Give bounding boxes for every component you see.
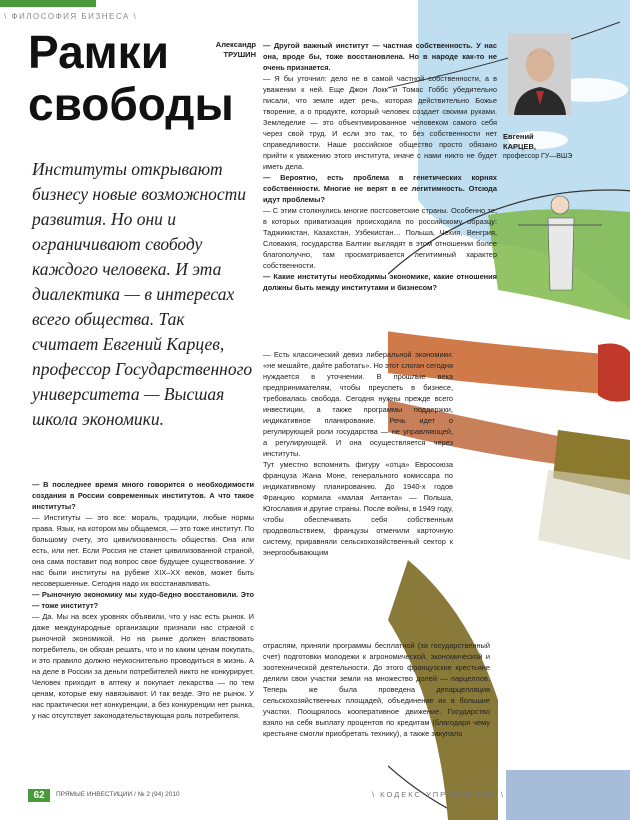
question-paragraph: — Какие институты необходимы экономике, какие отношения должны быть между институтами и бизнесом? (263, 272, 497, 292)
sleeve-red (598, 344, 630, 402)
caption-first-name: Евгений (503, 132, 534, 141)
question-paragraph: — Вероятно, есть проблема в генетических корнях собственности. Многие не верят в ее легитимность. Отсюда идут проблемы? (263, 173, 497, 204)
top-accent-bar (0, 0, 96, 7)
blue-band (506, 770, 630, 820)
section-rubric: \ ФИЛОСОФИЯ БИЗНЕСА \ (4, 12, 138, 21)
page-number: 62 (28, 789, 50, 802)
author-last-name: ТРУШИН (223, 50, 256, 59)
magazine-issue: ПРЯМЫЕ ИНВЕСТИЦИИ / № 2 (94) 2010 (56, 791, 180, 798)
answer-paragraph: — Есть классический девиз либеральной экономики: «не мешайте, дайте работать». Но этот слоган сегодня нуждается в уточнении. В прошлые века предпринимателям, чтобы преуспеть в бизнесе, требовалась свобода. Сегодня нужны прежде всего инвестиции, а также программы поддержки, индикативное планирование. Речь идет о регулирующей роли государства — не управляющей, а регулирующей. И она осуществляется через институты. (263, 350, 453, 458)
column-2-middle (263, 349, 453, 558)
author-byline (206, 40, 256, 60)
question-paragraph: — Рыночную экономику мы худо-бедно восстановили. Это — тоже институт? (32, 590, 254, 610)
answer-paragraph: отраслям, приняли программы бесплатной (за государственный счет) подготовки молодежи к агрономической, экономической и зоотехнической деятельности. До этого французские крестьяне делили свои участки земли на множество долей — парцеллов. Теперь же была проведена депарцелляция сельскохозяйственных площадей, объединение их в большие участки. Поощрялось кооперативное движение. Государство взяло на себя выплату процентов по кредитам (благодаря чему крестьяне смогли приобретать технику), а также закупало (263, 641, 490, 738)
question-paragraph: — В последнее время много говорится о необходимости создания в России современных институтов. А что такое институты? (32, 480, 254, 511)
lead-paragraph: Институты открывают бизнесу новые возможности развития. Но они и ограничивают свободу каждого человека. И эта диалектика — в интересах всего общества. Так считает Евгений Карцев, профессор Государственного университета — Высшая школа экономики. (32, 159, 253, 429)
column-2-bottom (263, 640, 490, 739)
portrait-icon (508, 33, 571, 115)
answer-paragraph: — Я бы уточнил: дело не в самой частной собственности, а в уважении к ней. Еще Джон Локк и Томас Гоббс убедительно писали, что земле идет речь, которая действительно Божье творение, а о продукте, который человек создает своими руками. Земледелие — это объективированное человеком самого себя через свой труд. И если это так, то без собственности нет справедливости. Наше российское общество просто обязано прийти к уважению этого института, иначе с нами никто не будет иметь дела. (263, 74, 497, 171)
column-1 (32, 479, 254, 721)
section-name: \ КОДЕКС УПРАВЛЕНИЯ \ (372, 790, 505, 799)
column-2-top (263, 40, 497, 293)
title-line-2: свободы (28, 78, 234, 130)
answer-paragraph: — С этим столкнулись многие постсоветские страны. Особенно те, в которых приватизация происходила по российскому образцу: Таджикистан, Казахстан, Узбекистан… Польша, Чехия, Венгрия, Словакия, государства Балтии выглядят в этом отношении более благополучно, там просматривается легитимный характер собственности. (263, 206, 497, 270)
answer-paragraph: — Институты — это все: мораль, традиции, любые нормы права. Язык, на котором мы общаемся, — это тоже институт. По большому счету, это цивилизованность общества. Она или есть, или нет. Если Россия не станет цивилизованной страной, она сама поставит под вопрос свое будущее существование. У нас были институты на рубеже XIX–XX веков, может быть несовершенные. Сегодня надо их восстанавливать. (32, 513, 254, 588)
caption-last-name: КАРЦЕВ, (503, 142, 536, 151)
answer-paragraph: Тут уместно вспомнить фигуру «отца» Евросоюза француза Жана Моне, генерального комиссара по индикативному планированию. До 1940-х годов Францию кормила «малая Антанта» — Польша, Югославия и другие страны. После войны, в 1949 году, чтобы обеспечивать себя собственным продовольствием, французы отменили карточную систему, приравняли сельскохозяйственный сектор к энергообывающим (263, 460, 453, 557)
answer-paragraph: — Да. Мы на всех уровнях объявили, что у нас есть рынок. И даже международные организации признали нас страной с рыночной экономикой. Но на рынке должен властвовать потребитель, он обязан решать, что и по каким ценам покупать, и это правило должно неукоснительно проводиться в жизнь. А на деле в России за деньги потребителей никто не конкурирует. Человек приходит в аптеку и покупает лекарства — по тем ценам, которые ему навязывают. И так везде. Это не рынок. У нас практически нет конкуренции, а без конкуренции нет рынка, у нас отсутствует законодательствующая роль потребителя. (32, 612, 254, 720)
author-first-name: Александр (215, 40, 256, 49)
article-title (28, 26, 234, 130)
portrait-photo (508, 33, 571, 115)
photo-caption (503, 132, 578, 162)
title-line-1: Рамки (28, 26, 169, 78)
question-paragraph: — Другой важный институт — частная собственность. У нас она, вроде бы, тоже восстановлена. Но в народе как-то не очень признается. (263, 41, 497, 72)
caption-role: профессор ГУ—ВШЭ (503, 153, 573, 160)
